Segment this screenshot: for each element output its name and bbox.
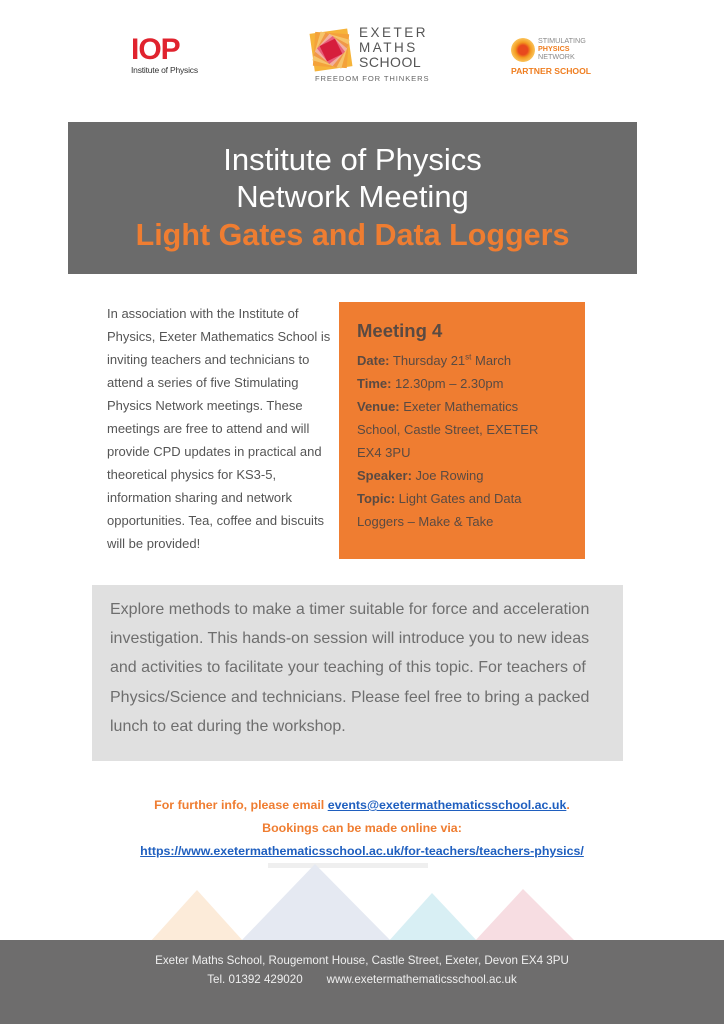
- intro-paragraph: In association with the Institute of Physics, Exeter Mathematics School is inviting teachers and technicians to attend a series of five Stimulating Physics Network meetings. These meetings are free to attend and will provide CPD updates in practical and theoretical physics for KS3-5, information sharing and network opportunities. Tea, coffee and biscuits will be provided!: [107, 306, 331, 551]
- decorative-triangles: [0, 850, 724, 942]
- wordmark-line-exeter: EXETER: [359, 25, 429, 40]
- wordmark-line-school: SCHOOL: [359, 54, 422, 70]
- topic-value-line1: Light Gates and Data: [395, 491, 522, 506]
- speaker-label: Speaker:: [357, 468, 412, 483]
- header-banner: [68, 122, 637, 274]
- date-label: Date:: [357, 353, 390, 368]
- footer-telephone: Tel. 01392 429020: [207, 973, 303, 986]
- iop-logo: [131, 33, 211, 75]
- venue-value-line1: Exeter Mathematics: [399, 399, 519, 414]
- iop-logo-subtitle: Institute of Physics: [131, 65, 198, 75]
- meeting-speaker: [357, 464, 585, 487]
- speaker-value: Joe Rowing: [411, 468, 484, 483]
- meeting-details-box: [339, 302, 585, 559]
- page-title-line1: Institute of Physics: [223, 142, 482, 177]
- topic-label: Topic:: [357, 491, 396, 506]
- email-link[interactable]: events@exetermathematicsschool.ac.uk: [327, 798, 567, 812]
- wordmark-line-maths: MATHS: [359, 40, 418, 55]
- spn-line-physics: PHYSICS: [538, 44, 570, 54]
- meeting-date: [357, 349, 585, 372]
- footer-website: www.exetermathematicsschool.ac.uk: [326, 973, 517, 986]
- footer: [0, 940, 724, 1024]
- page-subtitle: Light Gates and Data Loggers: [135, 218, 570, 252]
- session-description-box: [92, 585, 623, 761]
- exeter-maths-school-wordmark: [359, 25, 428, 70]
- meeting-topic: [357, 487, 585, 510]
- session-description: Explore methods to make a timer suitable for force and acceleration investigation. This hands-on session will introduce you to new ideas and activities to facilitate your teaching of this topic. For teachers of Physics/Science and technicians. Please feel free to bring a packed lunch to eat during the workshop.: [110, 601, 590, 735]
- partner-school-badge: PARTNER SCHOOL: [511, 66, 592, 76]
- spiral-squares-icon: [309, 26, 353, 74]
- meeting-venue-line3: EX4 3PU: [357, 445, 411, 460]
- email-suffix: .: [566, 798, 570, 812]
- exeter-maths-school-logo: [309, 24, 429, 86]
- meeting-topic-line2: Loggers – Make & Take: [357, 514, 494, 529]
- meeting-title: Meeting 4: [357, 320, 443, 341]
- meeting-venue-line2: School, Castle Street, EXETER: [357, 422, 539, 437]
- iop-logo-mark: IOP: [131, 33, 180, 66]
- spn-wordmark: [538, 37, 586, 62]
- email-prefix: For further info, please email: [154, 798, 328, 812]
- bookings-link[interactable]: https://www.exetermathematicsschool.ac.uk/for-teachers/teachers-physics/: [140, 844, 584, 858]
- time-value: 12.30pm – 2.30pm: [391, 376, 504, 391]
- spn-line-network: NETWORK: [538, 52, 575, 62]
- date-ordinal: st: [465, 352, 472, 362]
- sun-icon: [511, 38, 535, 62]
- email-line: [0, 794, 724, 817]
- meeting-time: [357, 372, 585, 395]
- date-month: March: [471, 353, 512, 368]
- venue-label: Venue:: [357, 399, 400, 414]
- time-label: Time:: [357, 376, 392, 391]
- meeting-venue: [357, 395, 585, 418]
- exeter-maths-school-tagline: FREEDOM FOR THINKERS: [315, 74, 430, 83]
- date-value: Thursday 21: [389, 353, 466, 368]
- spn-line-stimulating: STIMULATING: [538, 36, 586, 45]
- page-title-line2: Network Meeting: [236, 179, 469, 214]
- footer-address: Exeter Maths School, Rougemont House, Castle Street, Exeter, Devon EX4 3PU: [155, 954, 569, 967]
- spn-partner-logo: [511, 37, 601, 79]
- bookings-label: Bookings can be made online via:: [262, 821, 462, 835]
- footer-contact-line: [0, 970, 724, 989]
